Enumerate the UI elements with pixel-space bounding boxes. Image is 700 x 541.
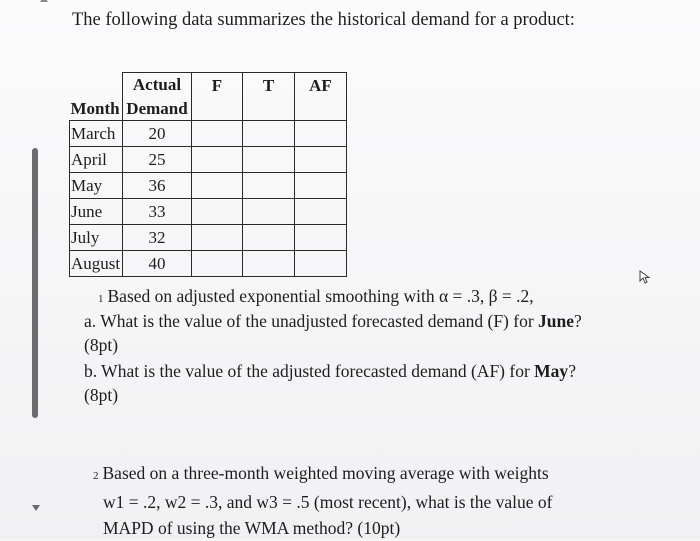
header-t: T xyxy=(243,73,295,121)
header-month: Month xyxy=(70,97,123,121)
question-1b-text: b. What is the value of the adjusted forecasted demand (AF) for xyxy=(84,361,535,381)
question-2 xyxy=(93,460,613,541)
table-row xyxy=(70,173,347,199)
scrollbar-thumb[interactable] xyxy=(32,148,38,418)
question-1b-points: (8pt) xyxy=(84,385,119,405)
t-cell xyxy=(243,225,295,251)
question-2-line2: w1 = .2, w2 = .3, and w3 = .5 (most recent), what is the value of xyxy=(103,492,553,512)
month-cell: May xyxy=(70,173,123,199)
t-cell xyxy=(243,199,295,225)
header-f: F xyxy=(192,73,243,121)
question-2-number: 2 xyxy=(93,470,99,482)
question-1-number: 1 xyxy=(98,293,104,305)
table-row xyxy=(70,251,347,277)
f-cell xyxy=(192,173,243,199)
question-1a-points: (8pt) xyxy=(84,335,119,355)
f-cell xyxy=(192,121,243,147)
af-cell xyxy=(295,173,347,199)
af-cell xyxy=(295,225,347,251)
question-2-line1: Based on a three-month weighted moving average with weights xyxy=(102,463,549,483)
table-row xyxy=(70,121,347,147)
t-cell xyxy=(243,121,295,147)
question-1a xyxy=(84,309,644,357)
mouse-pointer-icon xyxy=(639,270,651,284)
month-cell: August xyxy=(70,251,123,277)
question-1b-end: ? xyxy=(568,361,576,381)
demand-cell: 33 xyxy=(123,199,192,225)
af-cell xyxy=(295,199,347,225)
header-month-top xyxy=(70,73,123,98)
t-cell xyxy=(243,173,295,199)
t-cell xyxy=(243,147,295,173)
question-1-text: Based on adjusted exponential smoothing with α = .3, β = .2, xyxy=(107,286,534,306)
demand-cell: 36 xyxy=(123,173,192,199)
f-cell xyxy=(192,199,243,225)
demand-cell: 32 xyxy=(123,225,192,251)
af-cell xyxy=(295,121,347,147)
header-af: AF xyxy=(295,73,347,121)
demand-cell: 20 xyxy=(123,121,192,147)
question-1b xyxy=(84,359,644,407)
month-cell: July xyxy=(70,225,123,251)
month-cell: June xyxy=(70,199,123,225)
table-header-row xyxy=(70,73,347,98)
f-cell xyxy=(192,147,243,173)
question-1a-month: June xyxy=(538,311,575,331)
question-1a-end: ? xyxy=(574,311,582,331)
header-demand-top: Actual xyxy=(123,73,192,98)
t-cell xyxy=(243,251,295,277)
scroll-down-arrow-icon[interactable] xyxy=(32,505,40,511)
question-2-line3: MAPD of using the WMA method? (10pt) xyxy=(103,518,401,538)
f-cell xyxy=(192,251,243,277)
intro-text: The following data summarizes the historical demand for a product: xyxy=(72,10,575,30)
question-1a-text: a. What is the value of the unadjusted forecasted demand (F) for xyxy=(84,311,539,331)
demand-cell: 25 xyxy=(123,147,192,173)
month-cell: April xyxy=(70,147,123,173)
f-cell xyxy=(192,225,243,251)
question-1b-month: May xyxy=(534,361,569,381)
table-row xyxy=(70,147,347,173)
af-cell xyxy=(295,147,347,173)
demand-table xyxy=(69,72,347,277)
table-row xyxy=(70,199,347,225)
af-cell xyxy=(295,251,347,277)
month-cell: March xyxy=(70,121,123,147)
table-row xyxy=(70,225,347,251)
question-1-intro xyxy=(98,284,534,311)
scroll-up-arrow-icon[interactable] xyxy=(40,0,48,2)
header-demand-bottom: Demand xyxy=(123,97,192,121)
demand-cell: 40 xyxy=(123,251,192,277)
